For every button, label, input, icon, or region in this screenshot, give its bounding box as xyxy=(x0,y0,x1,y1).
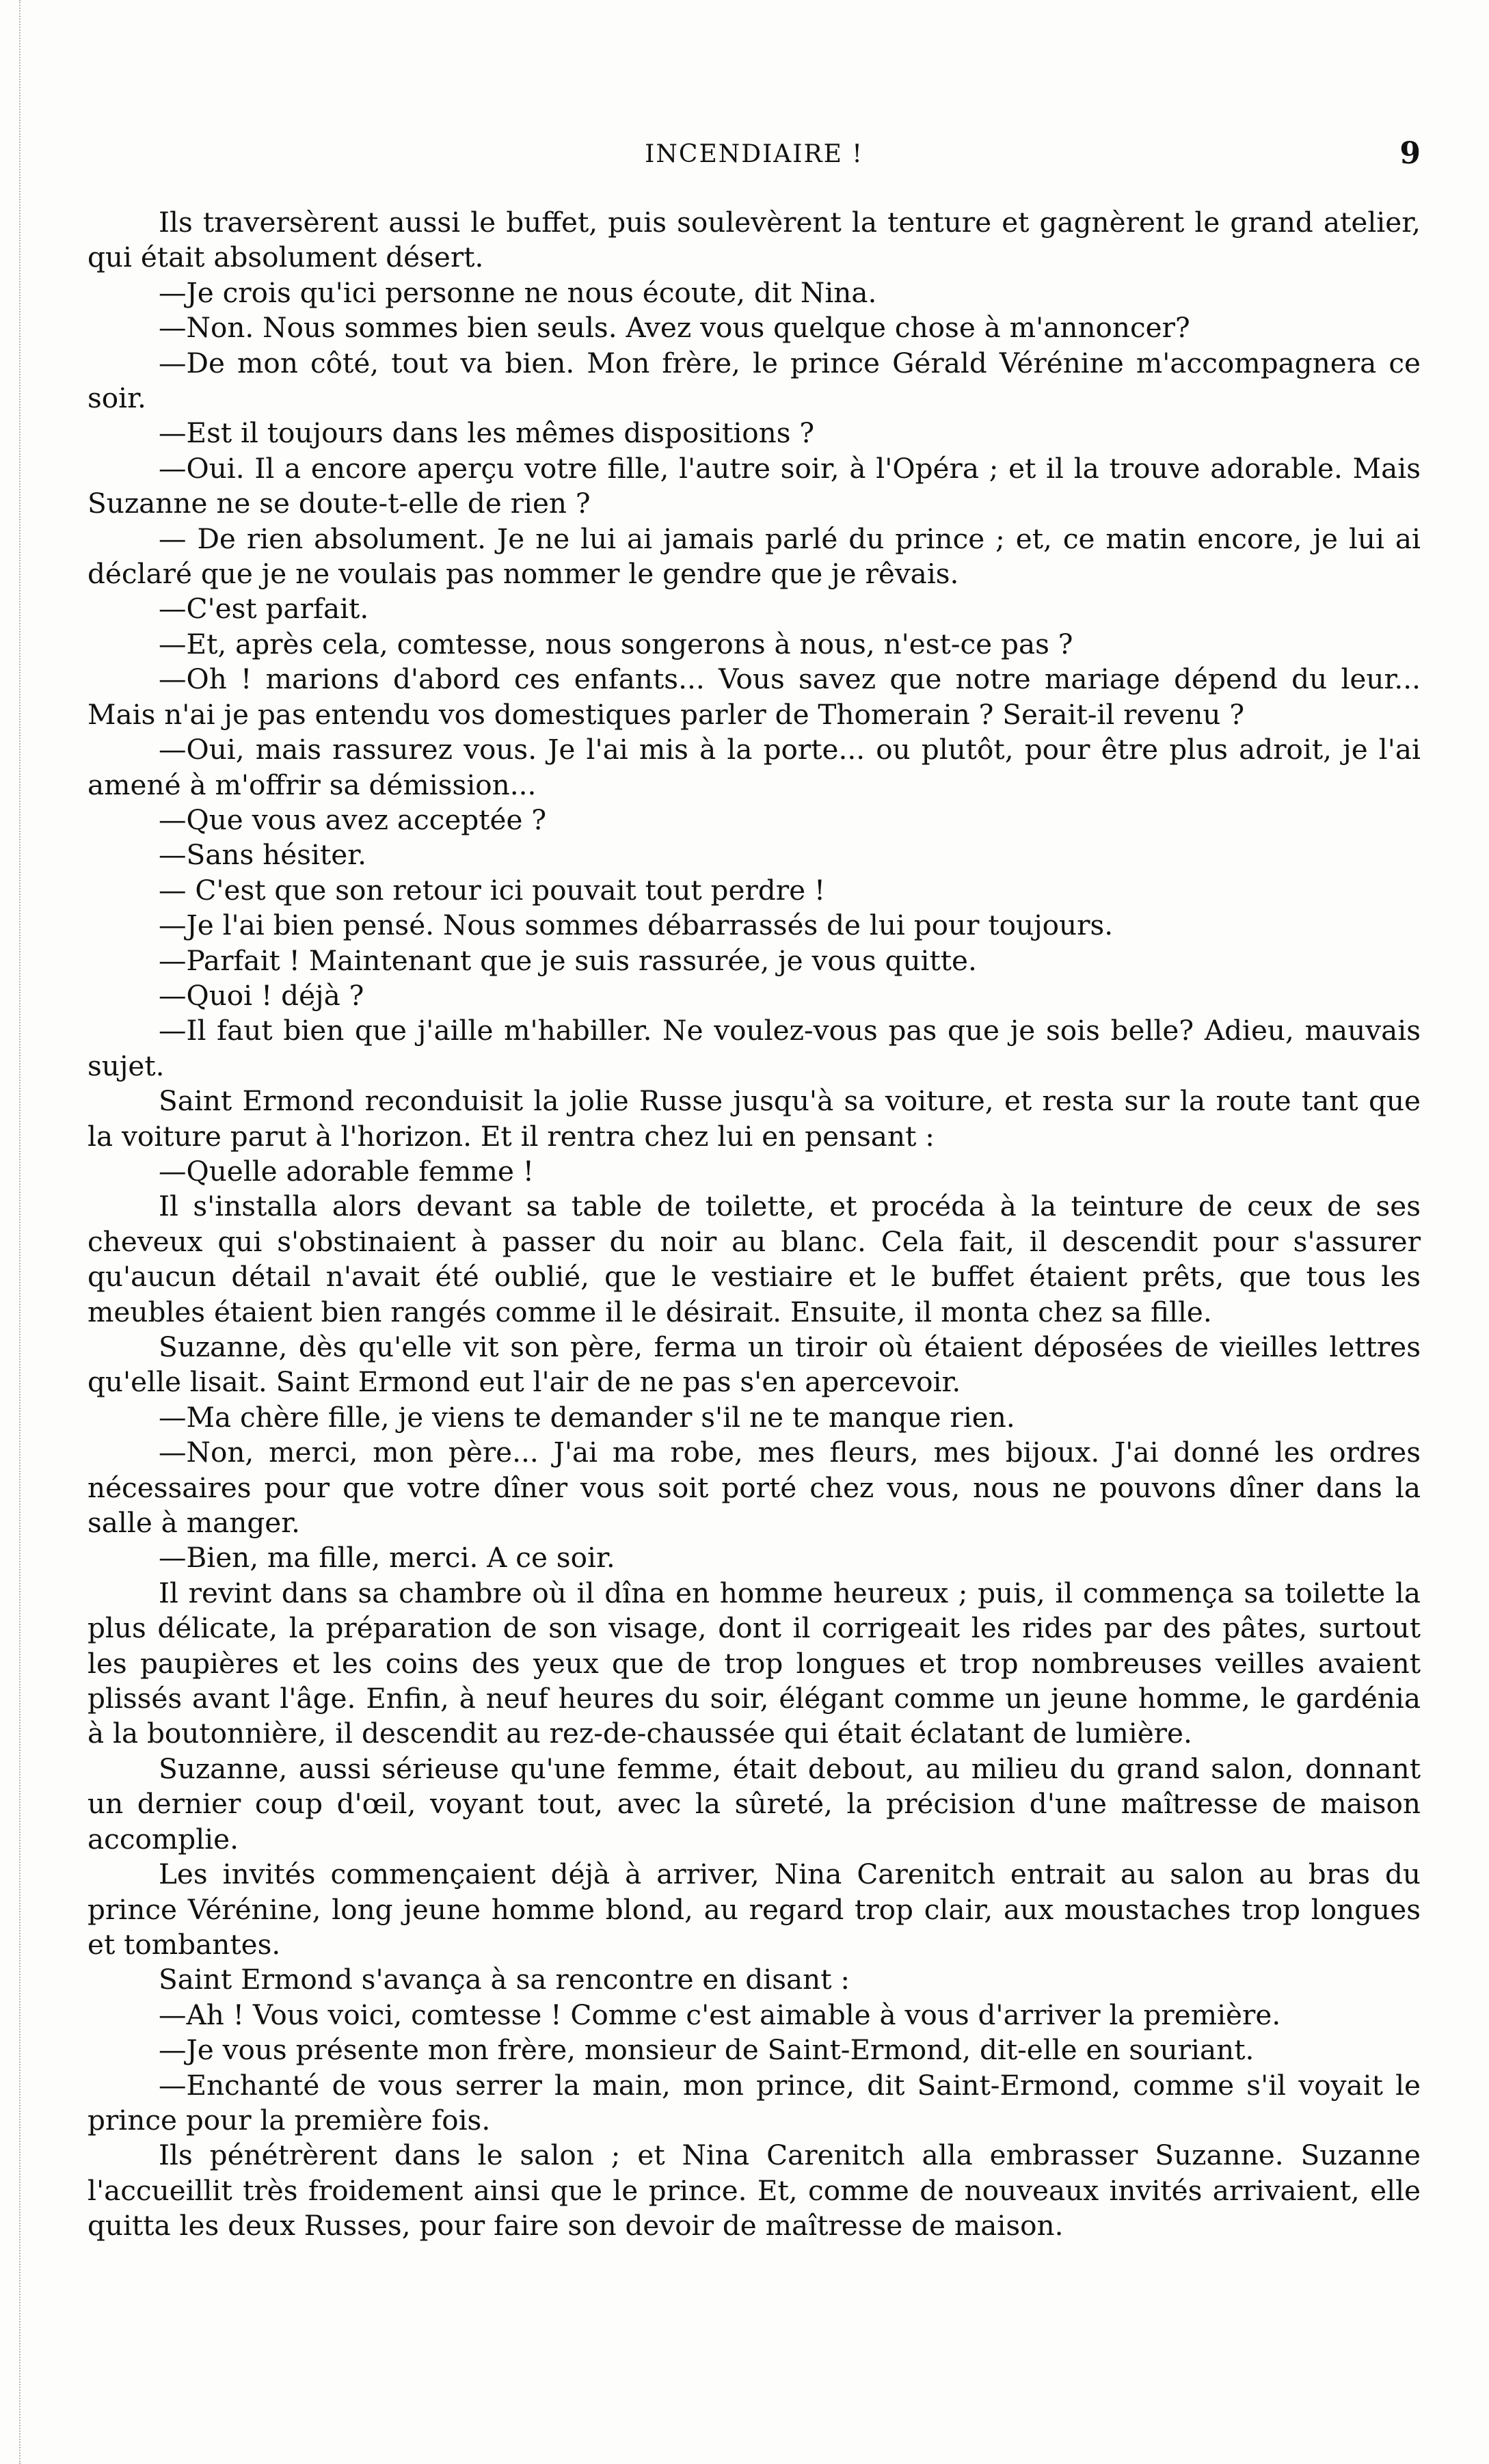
body-text xyxy=(88,205,1421,2244)
dialogue-line: —C'est parfait. xyxy=(159,592,369,626)
dialogue-line: —Quoi ! déjà ? xyxy=(159,978,364,1012)
running-header xyxy=(88,136,1421,181)
dialogue-line: —Je crois qu'ici personne ne nous écoute, dit Nina. xyxy=(159,276,877,309)
dialogue-line: —Oh ! marions d'abord ces enfants... Vous savez que notre mariage dépend du leur... Mais n'ai je pas entendu vos domestiques parler de Thomerain ? Serait-il revenu ? xyxy=(88,662,1421,731)
dialogue-line: —Bien, ma fille, merci. A ce soir. xyxy=(159,1541,615,1575)
dialogue-line: —Ah ! Vous voici, comtesse ! Comme c'est aimable à vous d'arriver la première. xyxy=(159,1998,1281,2031)
paragraph: Suzanne, aussi sérieuse qu'une femme, était debout, au milieu du grand salon, donnant un dernier coup d'œil, voyant tout, avec la sûreté, la précision d'une maîtresse de maison accomplie. xyxy=(88,1752,1421,1856)
dialogue-line: —Non. Nous sommes bien seuls. Avez vous quelque chose à m'annoncer? xyxy=(159,311,1190,345)
paragraph: Saint Ermond s'avança à sa rencontre en disant : xyxy=(159,1963,850,1996)
dialogue-line: — De rien absolument. Je ne lui ai jamais parlé du prince ; et, ce matin encore, je lui ai déclaré que je ne voulais pas nommer le gendre que je rêvais. xyxy=(88,522,1421,591)
paragraph: Suzanne, dès qu'elle vit son père, ferma un tiroir où étaient déposées de vieilles lettres qu'elle lisait. Saint Ermond eut l'air de ne pas s'en apercevoir. xyxy=(88,1330,1421,1399)
dialogue-line: —Ma chère fille, je viens te demander s'il ne te manque rien. xyxy=(159,1400,1015,1434)
dialogue-line: —Je vous présente mon frère, monsieur de Saint-Ermond, dit-elle en souriant. xyxy=(159,2033,1255,2067)
running-title: INCENDIAIRE ! xyxy=(645,140,863,168)
dialogue-line: —Je l'ai bien pensé. Nous sommes débarrassés de lui pour toujours. xyxy=(159,909,1114,942)
paragraph: Les invités commençaient déjà à arriver, Nina Carenitch entrait au salon au bras du prince Vérénine, long jeune homme blond, au regard trop clair, aux moustaches trop longues et tombantes. xyxy=(88,1858,1421,1961)
dialogue-line: —Que vous avez acceptée ? xyxy=(159,803,547,836)
dialogue-line: —Il faut bien que j'aille m'habiller. Ne voulez-vous pas que je sois belle? Adieu, mauvais sujet. xyxy=(88,1014,1421,1082)
dialogue-line: —De mon côté, tout va bien. Mon frère, le prince Gérald Vérénine m'accompagnera ce soir. xyxy=(88,346,1421,415)
dialogue-line: —Oui. Il a encore aperçu votre fille, l'autre soir, à l'Opéra ; et il la trouve adorable. Mais Suzanne ne se doute-t-elle de rien ? xyxy=(88,451,1421,520)
paragraph: Ils pénétrèrent dans le salon ; et Nina Carenitch alla embrasser Suzanne. Suzanne l'accueillit très froidement ainsi que le prince. Et, comme de nouveaux invités arrivaient, elle quitta les deux Russes, pour faire son devoir de maîtresse de maison. xyxy=(88,2139,1421,2242)
paragraph: Il revint dans sa chambre où il dîna en homme heureux ; puis, il commença sa toilette la plus délicate, la préparation de son visage, dont il corrigeait les rides par des pâtes, surtout les paupières et les coins des yeux que de trop longues et trop nombreuses veilles avaient plissés avant l'âge. Enfin, à neuf heures du soir, élégant comme un jeune homme, le gardénia à la boutonnière, il descendit au rez-de-chaussée qui était éclatant de lumière. xyxy=(88,1576,1421,1750)
dialogue-line: —Sans hésiter. xyxy=(159,838,366,872)
dialogue-line: —Oui, mais rassurez vous. Je l'ai mis à la porte... ou plutôt, pour être plus adroit, je l'ai amené à m'offrir sa démission... xyxy=(88,733,1421,801)
dialogue-line: —Et, après cela, comtesse, nous songerons à nous, n'est-ce pas ? xyxy=(159,627,1073,660)
dialogue-line: —Quelle adorable femme ! xyxy=(159,1154,535,1188)
page-number: 9 xyxy=(1399,136,1421,171)
scan-gutter-edge xyxy=(19,0,33,2464)
paragraph: Ils traversèrent aussi le buffet, puis soulevèrent la tenture et gagnèrent le grand atelier, qui était absolument désert. xyxy=(88,206,1421,274)
paragraph: Il s'installa alors devant sa table de toilette, et procéda à la teinture de ceux de ses cheveux qui s'obstinaient à passer du noir au blanc. Cela fait, il descendit pour s'assurer qu'aucun détail n'avait été oublié, que le vestiaire et le buffet étaient prêts, que tous les meubles étaient bien rangés comme il le désirait. Ensuite, il monta chez sa fille. xyxy=(88,1190,1421,1328)
paragraph: Saint Ermond reconduisit la jolie Russe jusqu'à sa voiture, et resta sur la route tant que la voiture parut à l'horizon. Et il rentra chez lui en pensant : xyxy=(88,1084,1421,1153)
dialogue-line: —Non, merci, mon père... J'ai ma robe, mes fleurs, mes bijoux. J'ai donné les ordres nécessaires pour que votre dîner vous soit porté chez vous, nous ne pouvons dîner dans la salle à manger. xyxy=(88,1436,1421,1540)
dialogue-line: — C'est que son retour ici pouvait tout perdre ! xyxy=(159,873,826,907)
dialogue-line: —Parfait ! Maintenant que je suis rassurée, je vous quitte. xyxy=(159,943,977,977)
dialogue-line: —Enchanté de vous serrer la main, mon prince, dit Saint-Ermond, comme s'il voyait le prince pour la première fois. xyxy=(88,2068,1421,2137)
dialogue-line: —Est il toujours dans les mêmes dispositions ? xyxy=(159,416,815,450)
